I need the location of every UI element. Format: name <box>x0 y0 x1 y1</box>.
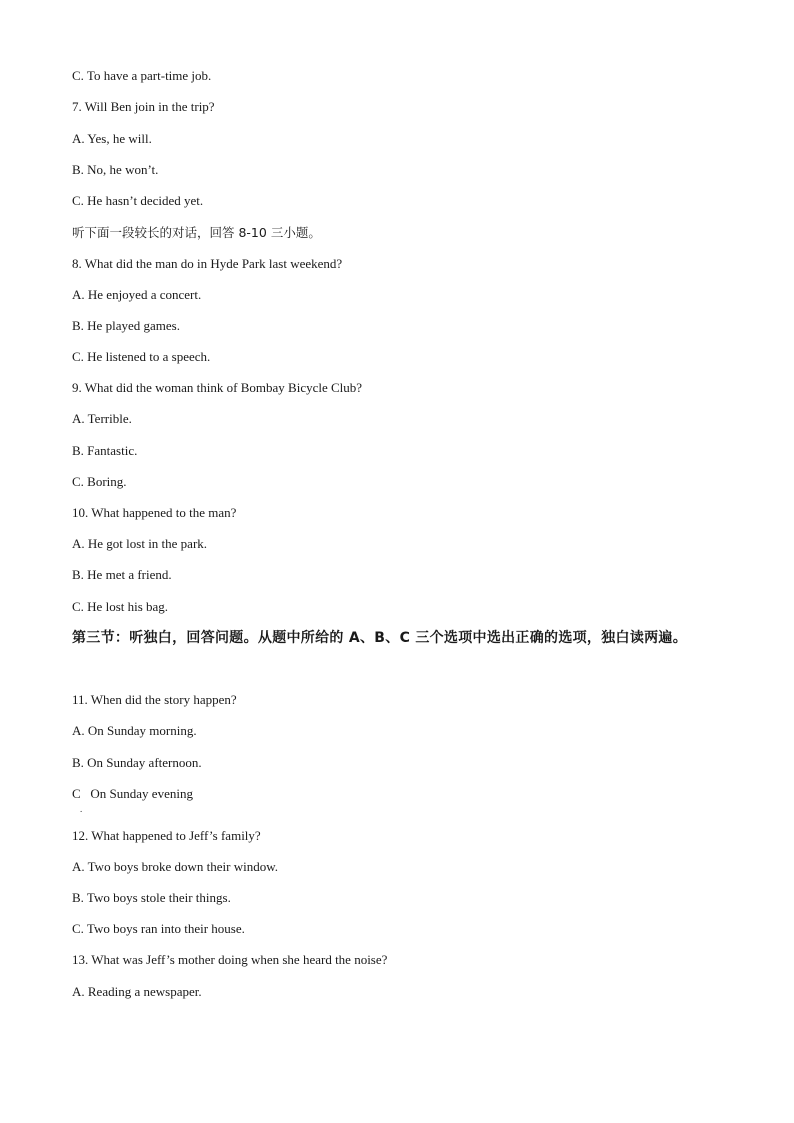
stray-mark: . <box>80 804 83 814</box>
option-7a: A. Yes, he will. <box>72 131 152 146</box>
question-10: 10. What happened to the man? <box>72 505 237 520</box>
option-12c: C. Two boys ran into their house. <box>72 921 245 936</box>
option-11a: A. On Sunday morning. <box>72 723 197 738</box>
option-6c: C. To have a part-time job. <box>72 68 212 83</box>
option-7b: B. No, he won’t. <box>72 162 159 177</box>
option-12b: B. Two boys stole their things. <box>72 890 231 905</box>
instruction-8-10: 听下面一段较长的对话，回答 8-10 三小题。 <box>72 225 321 240</box>
option-9a: A. Terrible. <box>72 411 132 426</box>
option-11b: B. On Sunday afternoon. <box>72 755 202 770</box>
question-7: 7. Will Ben join in the trip? <box>72 99 215 114</box>
option-8c: C. He listened to a speech. <box>72 349 211 364</box>
option-11c: C On Sunday evening <box>72 786 193 801</box>
section-3-heading: 第三节：听独白，回答问题。从题中所给的 A、B、C 三个选项中选出正确的选项，独白读两遍。 <box>72 630 688 646</box>
option-13a: A. Reading a newspaper. <box>72 984 202 999</box>
question-8: 8. What did the man do in Hyde Park last weekend? <box>72 256 343 271</box>
option-10b: B. He met a friend. <box>72 567 172 582</box>
question-13: 13. What was Jeff’s mother doing when she heard the noise? <box>72 952 388 967</box>
question-11: 11. When did the story happen? <box>72 692 237 707</box>
option-9b: B. Fantastic. <box>72 443 138 458</box>
option-8a: A. He enjoyed a concert. <box>72 287 202 302</box>
option-10c: C. He lost his bag. <box>72 599 169 614</box>
option-9c: C. Boring. <box>72 474 127 489</box>
option-8b: B. He played games. <box>72 318 180 333</box>
option-10a: A. He got lost in the park. <box>72 536 208 551</box>
question-12: 12. What happened to Jeff’s family? <box>72 828 261 843</box>
question-9: 9. What did the woman think of Bombay Bicycle Club? <box>72 380 363 395</box>
option-12a: A. Two boys broke down their window. <box>72 859 278 874</box>
option-7c: C. He hasn’t decided yet. <box>72 193 204 208</box>
